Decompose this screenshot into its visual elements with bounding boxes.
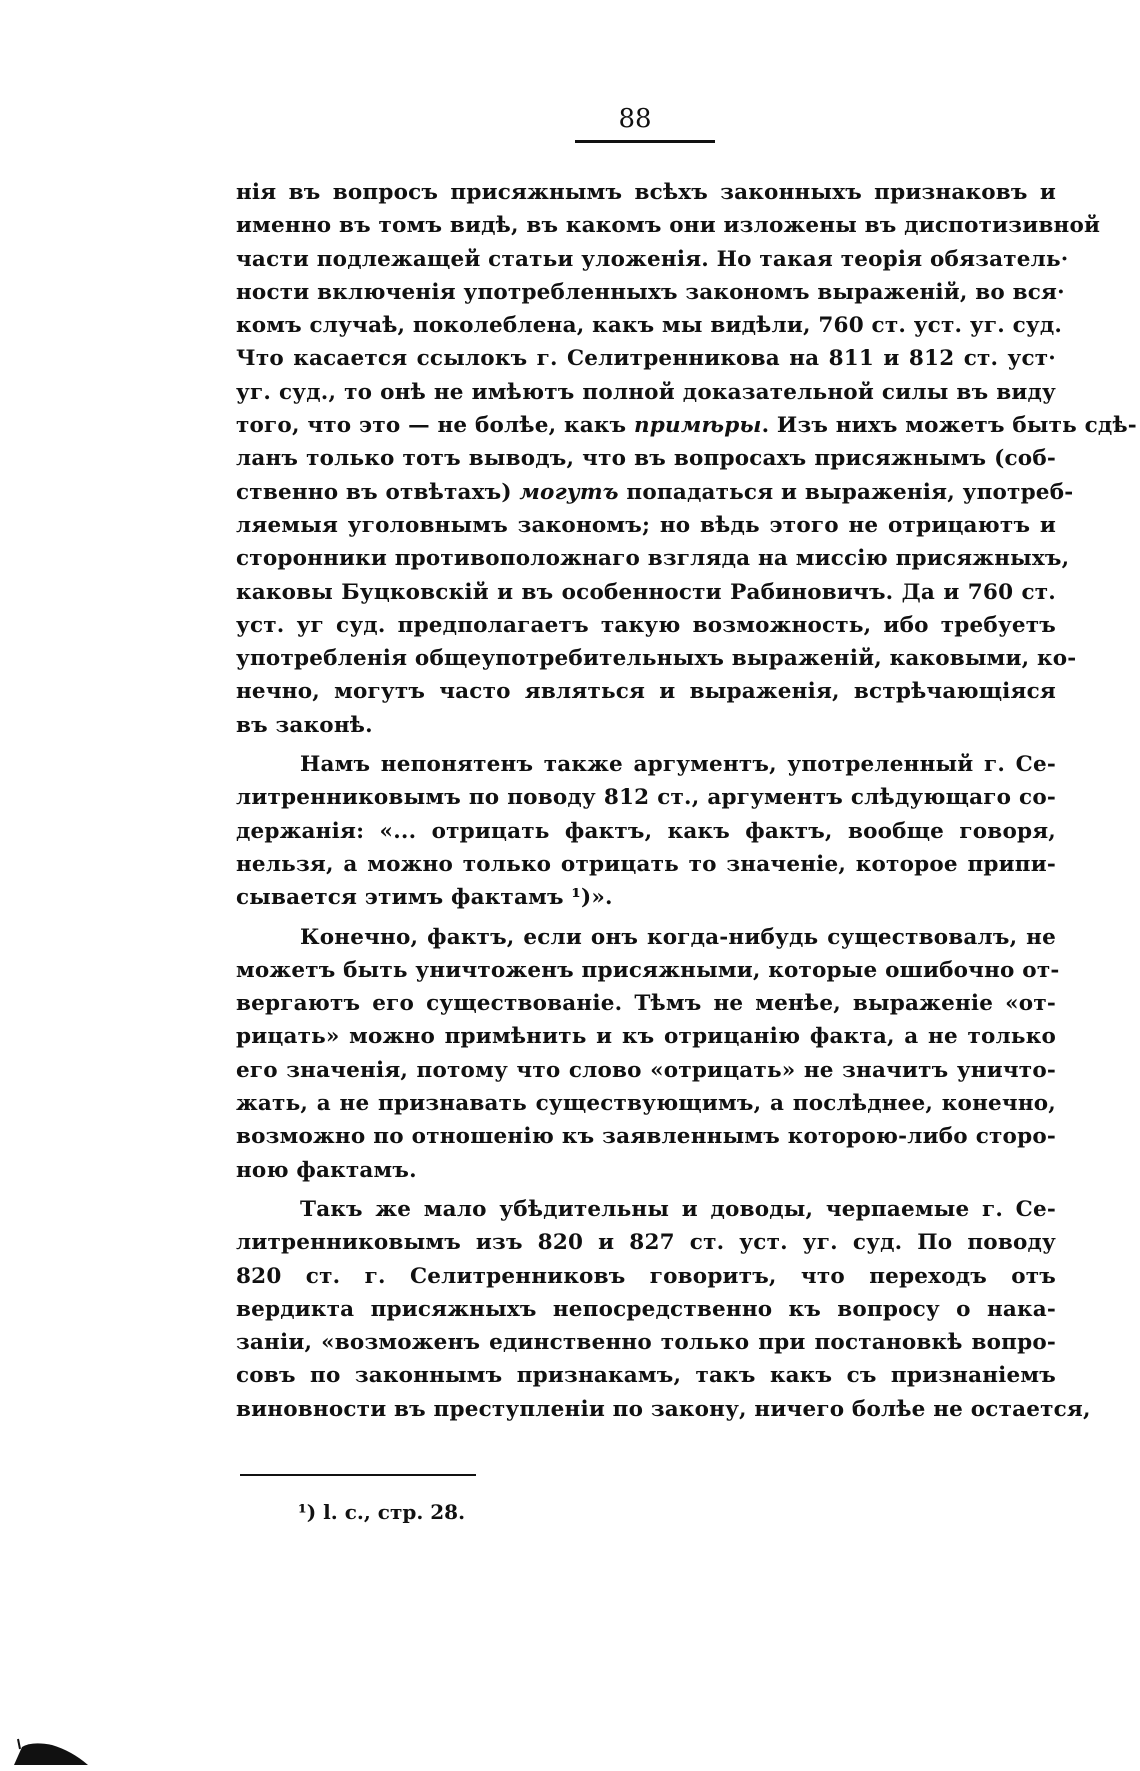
text-line: держанія: «... отрицать фактъ, какъ фактъ, вообще говоря, xyxy=(236,818,1056,844)
text-line: Что касается ссылокъ г. Селитренникова на 811 и 812 ст. уст· xyxy=(236,346,1056,372)
text-line: Намъ непонятенъ также аргументъ, употреленный г. Се- xyxy=(300,752,1056,778)
text-line: именно въ томъ видѣ, въ какомъ они изложены въ диспотизивной xyxy=(236,213,1101,239)
text-line: литренниковымъ изъ 820 и 827 ст. уст. уг. суд. По поводу xyxy=(236,1230,1056,1256)
paragraph-2 xyxy=(236,748,1056,914)
text-line: ственно въ отвѣтахъ) могутъ попадаться и выраженія, употреб- xyxy=(236,479,1074,505)
paragraph-1 xyxy=(236,176,1137,742)
text-line: ною фактамъ. xyxy=(236,1157,417,1183)
text-line: его значенія, потому что слово «отрицать» не значитъ уничто- xyxy=(236,1057,1056,1083)
text-line: въ законѣ. xyxy=(236,712,373,738)
text-line: ности включенія употребленныхъ закономъ выраженій, во вся· xyxy=(236,279,1065,305)
text-line: ляемыя уголовнымъ закономъ; но вѣдь этого не отрицаютъ и xyxy=(236,512,1056,538)
text-line: совъ по законнымъ признакамъ, такъ какъ съ признаніемъ xyxy=(236,1363,1056,1389)
text-line: возможно по отношенію къ заявленнымъ которою-либо сторо- xyxy=(236,1124,1056,1150)
footnote: ¹) l. c., стр. 28. xyxy=(298,1500,466,1524)
text-line: виновности въ преступленіи по закону, ничего болѣе не остается, xyxy=(236,1396,1091,1422)
text-line: вердикта присяжныхъ непосредственно къ вопросу о нака- xyxy=(236,1296,1056,1322)
paragraph-4 xyxy=(236,1193,1091,1426)
text-line: сывается этимъ фактамъ ¹)». xyxy=(236,885,613,911)
text-line: ланъ только тотъ выводъ, что въ вопросахъ присяжнымъ (соб- xyxy=(236,446,1056,472)
text-line: можетъ быть уничтоженъ присяжными, которые ошибочно от- xyxy=(236,957,1060,983)
text-line: заніи, «возможенъ единственно только при постановкѣ вопро- xyxy=(236,1330,1056,1356)
footnote-rule xyxy=(240,1474,476,1476)
text-line: Конечно, фактъ, если онъ когда-нибудь существовалъ, не xyxy=(300,924,1056,950)
text-line: литренниковымъ по поводу 812 ст., аргументъ слѣдующаго со- xyxy=(236,785,1056,811)
text-line: 820 ст. г. Селитренниковъ говоритъ, что переходъ отъ xyxy=(236,1263,1056,1289)
text-line: уг. суд., то онѣ не имѣютъ полной доказательной силы въ виду xyxy=(236,379,1056,405)
text-line: нечно, могутъ часто являться и выраженія, встрѣчающіяся xyxy=(236,679,1056,705)
text-line: того, что это — не болѣе, какъ примѣры. Изъ нихъ можетъ быть сдѣ- xyxy=(236,413,1137,439)
text-line: сторонники противоположнаго взгляда на миссію присяжныхъ, xyxy=(236,546,1070,572)
text-line: жать, а не признавать существующимъ, а послѣднее, конечно, xyxy=(236,1091,1056,1117)
text-line: Такъ же мало убѣдительны и доводы, черпаемые г. Се- xyxy=(300,1196,1056,1222)
text-line: вергаютъ его существованіе. Тѣмъ не менѣе, выраженіе «от- xyxy=(236,991,1056,1017)
scan-artifact-icon xyxy=(12,1735,90,1767)
italic-word: примѣры xyxy=(633,413,762,439)
page-number: 88 xyxy=(618,104,652,134)
text-line: уст. уг суд. предполагаетъ такую возможность, ибо требуетъ xyxy=(236,612,1056,638)
text-line: рицать» можно примѣнить и къ отрицанію факта, а не только xyxy=(236,1024,1056,1050)
body-text xyxy=(236,176,1137,1426)
text-line: части подлежащей статьи уложенія. Но такая теорія обязатель· xyxy=(236,246,1069,272)
text-line: нія въ вопросъ присяжнымъ всѣхъ законныхъ признаковъ и xyxy=(236,180,1056,205)
text-line: комъ случаѣ, поколеблена, какъ мы видѣли, 760 ст. уст. уг. суд. xyxy=(236,313,1063,339)
text-line: нельзя, а можно только отрицать то значеніе, которое припи- xyxy=(236,851,1056,877)
paragraph-3 xyxy=(236,921,1060,1187)
page-number-rule xyxy=(575,140,715,143)
text-line: употребленія общеупотребительныхъ выраженій, каковыми, ко- xyxy=(236,646,1077,672)
text-line: каковы Буцковскій и въ особенности Рабиновичъ. Да и 760 ст. xyxy=(236,579,1056,605)
italic-word: могутъ xyxy=(519,479,619,505)
